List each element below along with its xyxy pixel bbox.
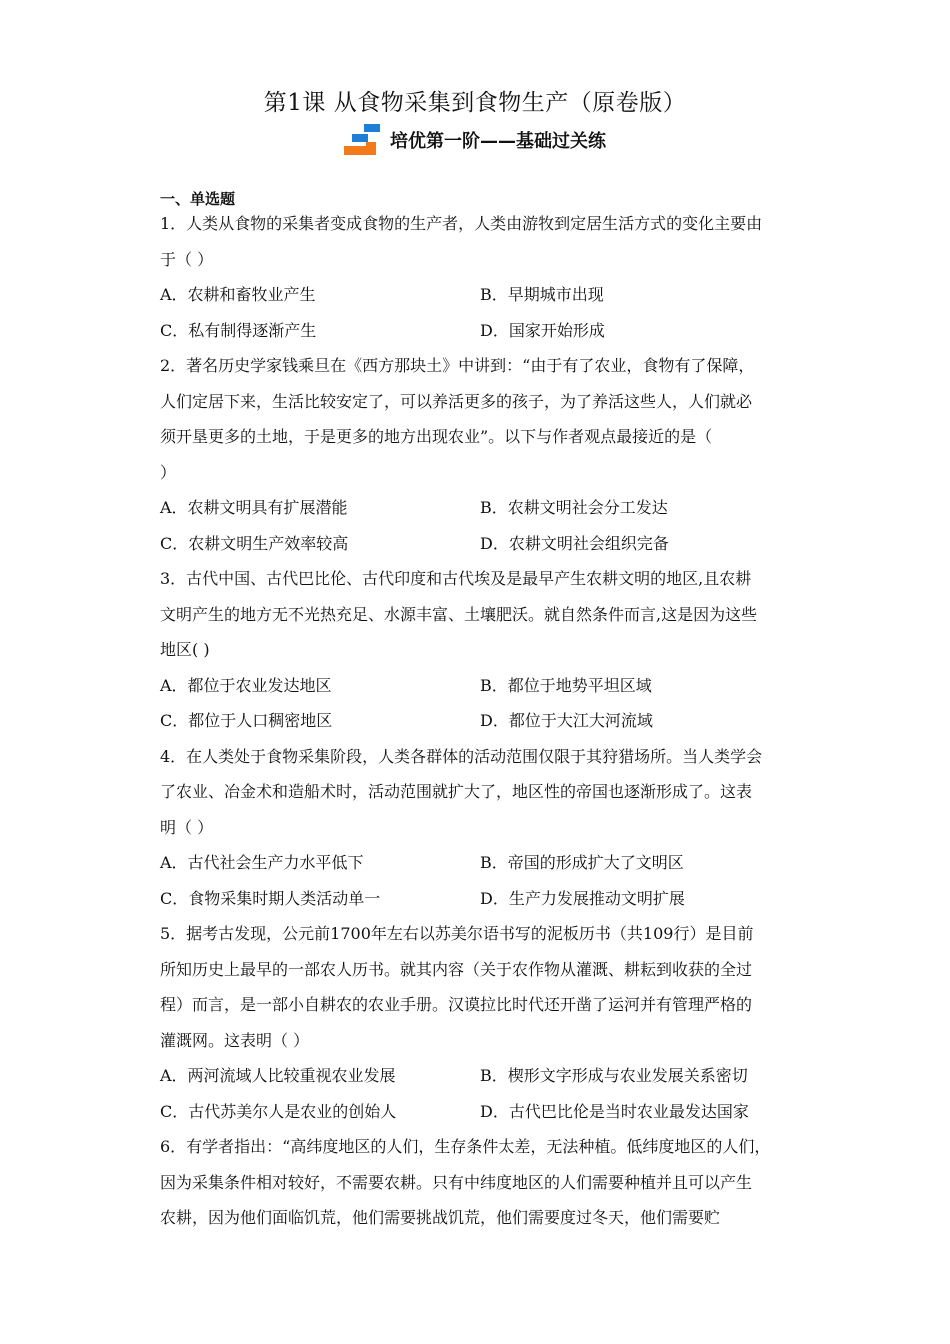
- question-text-line: 人们定居下来，生活比较安定了，可以养活更多的孩子，为了养活这些人，人们就必: [160, 391, 753, 411]
- answer-option: B．帝国的形成扩大了文明区: [480, 853, 684, 872]
- subtitle-row: [0, 124, 950, 160]
- question-text-line: 2．著名历史学家钱乘旦在《西方那块土》中讲到：“由于有了农业，食物有了保障，: [160, 356, 755, 375]
- subtitle: [344, 124, 606, 156]
- answer-option: D．国家开始形成: [480, 320, 605, 340]
- question: [160, 348, 800, 561]
- question-text-line: 文明产生的地方无不光热充足、水源丰富、土壤肥沃。就自然条件而言,这是因为这些: [160, 604, 758, 624]
- question-text-line: 6．有学者指出：“高纬度地区的人们，生存条件太差，无法种植。低纬度地区的人们，: [160, 1137, 771, 1156]
- answer-option: A．两河流域人比较重视农业发展: [160, 1066, 396, 1085]
- question-text-line: 5．据考古发现，公元前1700年左右以苏美尔语书写的泥板历书（共109行）是目前: [160, 924, 754, 943]
- question-text-line: 了农业、冶金术和造船术时，活动范围就扩大了，地区性的帝国也逐渐形成了。这表: [160, 782, 753, 801]
- answer-option: C．农耕文明生产效率较高: [160, 533, 349, 553]
- question-text-line: 程）而言，是一部小自耕农的农业手册。汉谟拉比时代还开凿了运河并有管理严格的: [160, 995, 753, 1014]
- question: [160, 1129, 800, 1236]
- answer-option: A．都位于农业发达地区: [160, 675, 332, 695]
- question-text-line: 于（ ）: [160, 249, 214, 269]
- subtitle-text: 培优第一阶——基础过关练: [390, 131, 606, 152]
- question-text-line: ）: [160, 462, 177, 482]
- option-row: [160, 881, 800, 917]
- question-text-line: 灌溉网。这表明（ ）: [160, 1030, 310, 1050]
- question-text-line: 4．在人类处于食物采集阶段，人类各群体的活动范围仅限于其狩猎场所。当人类学会: [160, 746, 763, 766]
- option-row: [160, 845, 800, 881]
- question-text-line: 须开垦更多的土地，于是更多的地方出现农业”。以下与作者观点最接近的是（: [160, 427, 713, 446]
- answer-option: D．农耕文明社会组织完备: [480, 533, 669, 553]
- answer-option: C．古代苏美尔人是农业的创始人: [160, 1101, 397, 1121]
- answer-option: C．食物采集时期人类活动单一: [160, 888, 381, 908]
- answer-option: B．早期城市出现: [480, 285, 604, 304]
- answer-option: D．生产力发展推动文明扩展: [480, 888, 685, 908]
- answer-option: B．都位于地势平坦区域: [480, 675, 652, 695]
- option-row: [160, 313, 800, 349]
- option-row: [160, 1094, 800, 1130]
- answer-option: A．农耕和畜牧业产生: [160, 285, 316, 304]
- option-row: [160, 526, 800, 562]
- option-row: [160, 668, 800, 704]
- question-list: [160, 206, 800, 1236]
- option-row: [160, 1058, 800, 1094]
- answer-option: A．古代社会生产力水平低下: [160, 853, 364, 872]
- answer-option: C．都位于人口稠密地区: [160, 711, 333, 730]
- question-text-line: 1．人类从食物的采集者变成食物的生产者，人类由游牧到定居生活方式的变化主要由: [160, 214, 763, 233]
- answer-option: B．农耕文明社会分工发达: [480, 498, 668, 517]
- question-text-line: 明（ ）: [160, 817, 214, 837]
- option-row: [160, 490, 800, 526]
- stairs-logo-icon: [344, 124, 384, 156]
- question-text-line: 地区( ): [160, 640, 210, 659]
- answer-option: D．都位于大江大河流域: [480, 711, 653, 730]
- page-title: 第1课 从食物采集到食物生产（原卷版）: [263, 90, 687, 116]
- answer-option: D．古代巴比伦是当时农业最发达国家: [480, 1101, 749, 1121]
- question: [160, 739, 800, 917]
- question-text-line: 因为采集条件相对较好，不需要农耕。只有中纬度地区的人们需要种植并且可以产生: [160, 1172, 753, 1192]
- question: [160, 206, 800, 348]
- question-text-line: 3．古代中国、古代巴比伦、古代印度和古代埃及是最早产生农耕文明的地区,且农耕: [160, 569, 752, 588]
- answer-option: B．楔形文字形成与农业发展关系密切: [480, 1066, 748, 1085]
- option-row: [160, 703, 800, 739]
- section-heading: 一、单选题: [160, 190, 236, 208]
- question: [160, 916, 800, 1129]
- question-text-line: 农耕，因为他们面临饥荒，他们需要挑战饥荒，他们需要度过冬天，他们需要贮: [160, 1208, 721, 1227]
- answer-option: A．农耕文明具有扩展潜能: [160, 498, 348, 517]
- answer-option: C．私有制得逐渐产生: [160, 320, 317, 340]
- question-text-line: 所知历史上最早的一部农人历书。就其内容（关于农作物从灌溉、耕耘到收获的全过: [160, 959, 753, 979]
- option-row: [160, 277, 800, 313]
- question: [160, 561, 800, 739]
